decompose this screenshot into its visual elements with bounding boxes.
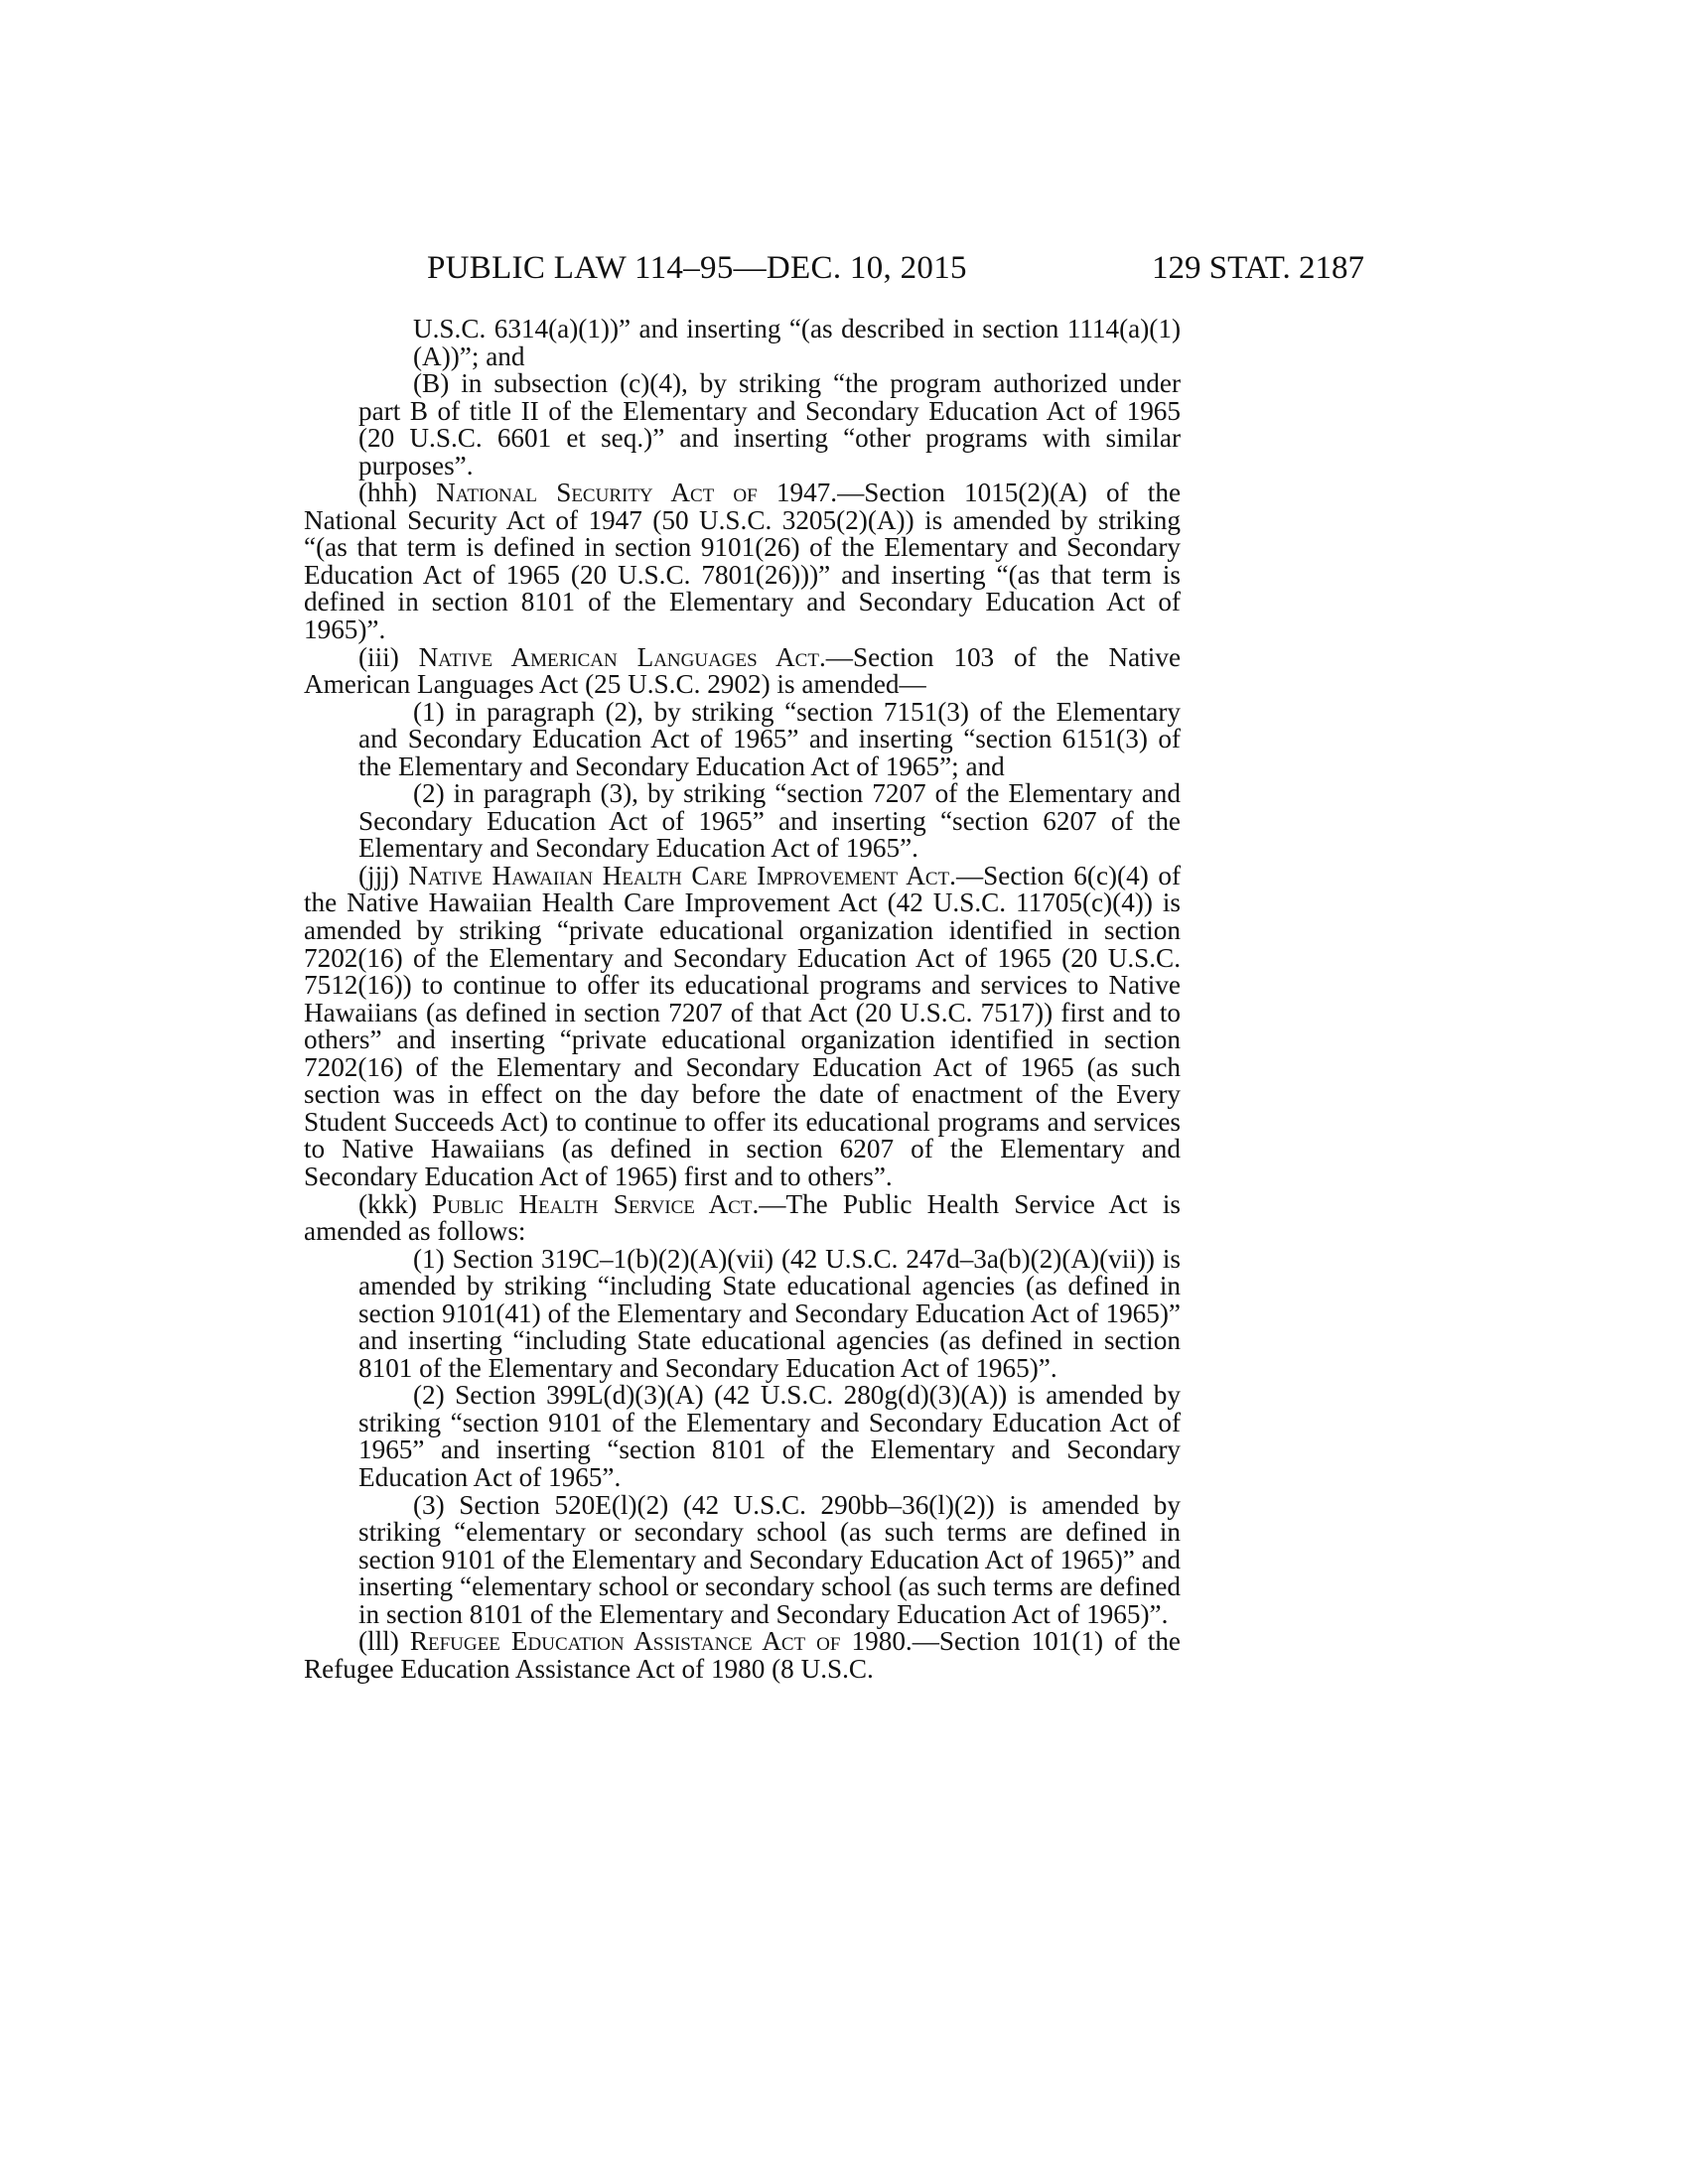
subsection-label: (kkk) [358,1188,417,1219]
paragraph-1: (1) in paragraph (2), by striking “section 7151(3) of the Elementary and Secondary Education Act of 1965” and inserting “section 6151(3) of the Elementary and Secondary Education Act of 1965”; and [358,696,1181,781]
paragraph-continuation: U.S.C. 6314(a)(1))” and inserting “(as described in section 1114(a)(1)(A))”; and [413,314,1181,371]
subsection-heading: National Security Act of 1947. [436,478,838,508]
paragraph-3: (3) Section 520E(l)(2) (42 U.S.C. 290bb–36(l)(2)) is amended by striking “elementary or secondary school (as such terms are defined in section 9101 of the Elementary and Secondary Education Act of 1965)” and inserting “elementary school or secondary school (as such terms are defined in section 8101 of the Elementary and Secondary Education Act of 1965)”. [358,1489,1181,1629]
subsection-jjj: (jjj) Native Hawaiian Health Care Improvement Act.—Section 6(c)(4) of the Native Hawaiian Health Care Improvement Act (42 U.S.C. 11705(c)(4)) is amended by striking “private educational organization identified in section 7202(16) of the Elementary and Secondary Education Act of 1965 (20 U.S.C. 7512(16)) to continue to offer its educational programs and services to Native Hawaiians (as defined in section 7207 of that Act (20 U.S.C. 7517)) first and to others” and inserting “private educational organization identified in section 7202(16) of the Elementary and Secondary Education Act of 1965 (as such section was in effect on the day before the date of enactment of the Every Student Succeeds Act) to continue to offer its educational programs and services to Native Hawaiians (as defined in section 6207 of the Elementary and Secondary Education Act of 1965) first and to others”. [304,860,1182,1191]
subsection-heading: Public Health Service Act. [432,1188,760,1219]
subsection-label: (jjj) [358,860,399,890]
paragraph-2: (2) Section 399L(d)(3)(A) (42 U.S.C. 280g(d)(3)(A)) is amended by striking “section 9101 of the Elementary and Secondary Education Act of 1965” and inserting “section 8101 of the Elementary and Secondary Education Act of 1965”. [358,1380,1181,1492]
subsection-label: (iii) [358,641,399,672]
statute-page-number: 129 STAT. 2187 [1152,250,1365,286]
page-header [0,250,1688,290]
subsection-kkk: (kkk) Public Health Service Act.—The Public Health Service Act is amended as follows: [304,1188,1181,1247]
subsection-heading: Native Hawaiian Health Care Improvement Act. [408,860,956,890]
subsection-iii: (iii) Native American Languages Act.—Section 103 of the Native American Languages Act (25 U.S.C. 2902) is amended— [304,641,1182,700]
subsection-heading: Refugee Education Assistance Act of 1980. [409,1626,913,1657]
paragraph-1: (1) Section 319C–1(b)(2)(A)(vii) (42 U.S.C. 247d–3a(b)(2)(A)(vii)) is amended by striking “including State educational agencies (as defined in section 9101(41) of the Elementary and Secondary Education Act of 1965)” and inserting “including State educational agencies (as defined in section 8101 of the Elementary and Secondary Education Act of 1965)”. [358,1243,1181,1383]
subsection-heading: Native American Languages Act. [418,641,826,672]
subsection-label: (hhh) [358,478,417,508]
clause-b: (B) in subsection (c)(4), by striking “the program authorized under part B of title II of the Elementary and Secondary Education Act of 1965 (20 U.S.C. 6601 et seq.)” and inserting “other programs with similar purposes”. [358,368,1181,480]
subsection-label: (lll) [358,1626,399,1657]
document-body [304,316,1181,1683]
subsection-lll: (lll) Refugee Education Assistance Act of 1980.—Section 101(1) of the Refugee Education Assistance Act of 1980 (8 U.S.C. [304,1626,1182,1684]
paragraph-2: (2) in paragraph (3), by striking “section 7207 of the Elementary and Secondary Education Act of 1965” and inserting “section 6207 of the Elementary and Secondary Education Act of 1965”. [358,778,1181,864]
running-head-title: PUBLIC LAW 114–95—DEC. 10, 2015 [427,250,967,286]
subsection-hhh: (hhh) National Security Act of 1947.—Section 1015(2)(A) of the National Security Act of 1947 (50 U.S.C. 3205(2)(A)) is amended by striking “(as that term is defined in section 9101(26) of the Elementary and Secondary Education Act of 1965 (20 U.S.C. 7801(26)))” and inserting “(as that term is defined in section 8101 of the Elementary and Secondary Education Act of 1965)”. [304,478,1182,645]
